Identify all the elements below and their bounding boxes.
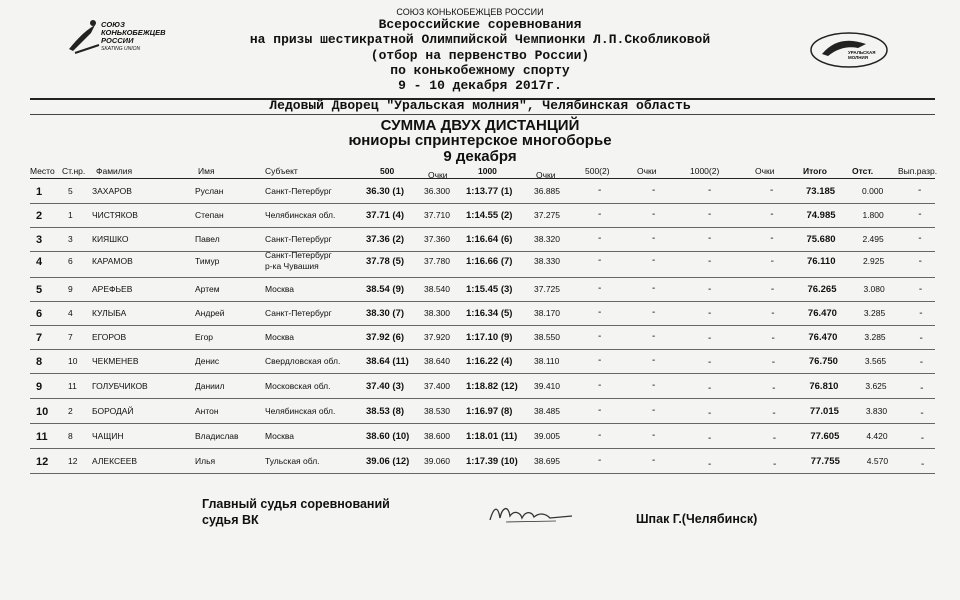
row-first-name: Андрей: [195, 308, 225, 318]
row-first-name: Артем: [195, 284, 220, 294]
row-empty-mark: -: [652, 233, 656, 244]
row-empty-mark: -: [652, 455, 656, 466]
venue: Ледовый Дворец "Уральская молния", Челябинская область: [269, 98, 691, 113]
row-1000-time: 1:15.45 (3): [466, 284, 513, 295]
row-empty-mark: -: [598, 255, 602, 266]
row-1000-points: 38.110: [534, 356, 560, 366]
row-1000-points: 38.550: [534, 332, 560, 342]
logo-text: УРАЛЬСКАЯ МОЛНИЯ: [848, 50, 876, 60]
row-gap: 3.830: [865, 406, 888, 416]
header-divider: [30, 178, 935, 179]
row-subject: Московская обл.: [265, 381, 331, 391]
col-header-start: Ст.нр.: [62, 166, 86, 176]
row-gap: 2.925: [862, 256, 885, 266]
row-empty-mark: -: [708, 185, 712, 196]
col-header-total: Итого: [803, 166, 827, 176]
row-empty-mark: -: [652, 355, 656, 366]
row-surname: АЛЕКСЕЕВ: [92, 456, 138, 466]
row-subject: Москва: [265, 431, 295, 441]
row-empty-mark: -: [598, 209, 602, 220]
row-divider: [30, 473, 935, 474]
row-empty-mark: -: [652, 405, 656, 416]
row-gap: 4.420: [866, 431, 888, 441]
row-1000-time: 1:16.64 (6): [466, 234, 513, 245]
document-subtitle: юниоры спринтерское многоборье: [348, 132, 612, 149]
row-place: 1: [36, 186, 43, 198]
event-title-line: на призы шестикратной Олимпийской Чемпионки Л.П.Скобликовой: [249, 32, 711, 47]
row-500-points: 36.300: [424, 186, 450, 196]
row-500-time: 37.40 (3): [366, 381, 405, 392]
row-empty-mark: -: [771, 308, 775, 320]
row-first-name: Владислав: [195, 431, 239, 441]
competition-date: 9 декабря: [443, 148, 517, 165]
row-500-time: 37.92 (6): [366, 332, 405, 343]
row-empty-mark: -: [921, 458, 925, 470]
logo-text-line: SKATING UNION: [101, 46, 141, 52]
row-1000-time: 1:16.66 (7): [466, 256, 513, 267]
row-surname: ЧАЩИН: [92, 431, 124, 441]
judge-category: судья ВК: [202, 513, 259, 527]
row-empty-mark: -: [770, 185, 774, 196]
col-header-500: 500: [380, 166, 395, 176]
row-empty-mark: -: [598, 380, 602, 391]
row-1000-points: 37.725: [534, 284, 560, 294]
row-first-name: Тимур: [195, 256, 220, 266]
row-empty-mark: -: [652, 283, 656, 294]
row-subject: Санкт-Петербург: [265, 308, 332, 318]
col-header-1000: 1000: [478, 166, 497, 176]
col-header-gap: Отст.: [852, 166, 874, 176]
row-empty-mark: -: [708, 407, 712, 419]
col-header-name: Имя: [198, 166, 215, 176]
row-surname: КУЛЫБА: [92, 308, 127, 318]
row-subject: Свердловская обл.: [265, 356, 341, 366]
row-gap: 3.625: [865, 381, 887, 391]
row-empty-mark: -: [772, 433, 777, 445]
row-divider: [30, 448, 935, 449]
row-gap: 3.285: [863, 308, 886, 318]
row-start-number: 6: [68, 256, 73, 266]
row-1000-time: 1:16.97 (8): [466, 406, 513, 417]
event-title-line: (отбор на первенство России): [370, 48, 590, 63]
row-empty-mark: -: [708, 382, 712, 394]
row-500-time: 38.64 (11): [366, 356, 409, 367]
row-empty-mark: -: [708, 458, 712, 470]
row-empty-mark: -: [598, 331, 602, 342]
row-subject: Москва: [265, 284, 295, 294]
row-start-number: 1: [68, 210, 73, 220]
row-gap: 1.800: [862, 210, 884, 220]
row-divider: [30, 251, 935, 252]
event-title-line: по конькобежному спорту: [390, 63, 570, 78]
row-500-time: 37.78 (5): [366, 256, 405, 267]
row-empty-mark: -: [652, 430, 656, 441]
col-header-points: Очки: [637, 166, 657, 176]
row-empty-mark: -: [918, 255, 922, 267]
row-empty-mark: -: [770, 284, 775, 296]
row-divider: [30, 203, 935, 204]
ural-lightning-logo: [808, 30, 890, 70]
row-1000-time: 1:16.22 (4): [466, 356, 513, 367]
row-empty-mark: -: [708, 233, 712, 245]
row-gap: 3.565: [864, 356, 887, 366]
row-empty-mark: -: [652, 331, 656, 342]
row-1000-time: 1:18.01 (11): [466, 431, 518, 442]
row-place: 8: [36, 356, 43, 368]
logo-text-line: РОССИИ: [101, 36, 134, 45]
row-empty-mark: -: [918, 284, 923, 296]
row-empty-mark: -: [598, 185, 602, 196]
row-empty-mark: -: [652, 185, 656, 196]
row-total: 76.470: [807, 308, 837, 319]
row-1000-points: 38.320: [534, 234, 560, 244]
row-empty-mark: -: [918, 233, 922, 245]
row-500-points: 38.600: [424, 431, 450, 441]
row-start-number: 12: [68, 456, 78, 466]
row-total: 77.015: [809, 406, 839, 417]
row-500-points: 37.400: [424, 381, 450, 391]
divider: [30, 114, 935, 115]
row-1000-time: 1:14.55 (2): [466, 210, 513, 221]
col-header-points: Очки: [755, 166, 775, 176]
row-place: 5: [36, 284, 43, 296]
row-empty-mark: -: [598, 307, 602, 318]
row-surname: ЧЕКМЕНЕВ: [92, 356, 139, 366]
row-500-time: 37.36 (2): [366, 234, 405, 245]
row-place: 11: [36, 431, 48, 443]
row-1000-points: 39.410: [534, 381, 560, 391]
row-surname: АРЕФЬЕВ: [92, 284, 133, 294]
judge-title: Главный судья соревнований: [202, 497, 390, 511]
row-surname: ЗАХАРОВ: [92, 186, 132, 196]
row-empty-mark: -: [771, 357, 776, 369]
row-place: 7: [36, 332, 43, 344]
row-start-number: 10: [68, 356, 78, 366]
row-empty-mark: -: [918, 209, 922, 221]
row-empty-mark: -: [708, 308, 712, 320]
row-start-number: 4: [68, 308, 73, 318]
row-start-number: 11: [68, 381, 77, 391]
row-empty-mark: -: [708, 357, 712, 369]
row-empty-mark: -: [598, 430, 602, 441]
row-500-points: 38.540: [424, 284, 450, 294]
col-header-1000-2: 1000(2): [690, 166, 720, 176]
row-place: 10: [36, 406, 49, 418]
col-header-points: Очки: [428, 170, 448, 180]
row-500-time: 38.30 (7): [366, 308, 405, 319]
row-500-time: 38.53 (8): [366, 406, 405, 417]
row-start-number: 8: [68, 431, 73, 441]
row-total: 76.470: [808, 332, 838, 343]
row-divider: [30, 373, 935, 374]
row-gap: 2.495: [862, 234, 884, 244]
row-first-name: Руслан: [195, 186, 224, 196]
row-gap: 0.000: [862, 186, 884, 196]
row-empty-mark: -: [708, 332, 712, 344]
row-500-points: 37.920: [424, 332, 450, 342]
row-1000-points: 38.330: [534, 256, 560, 266]
row-total: 77.755: [810, 456, 840, 467]
row-empty-mark: -: [652, 380, 656, 391]
signature: [486, 500, 576, 530]
row-empty-mark: -: [708, 255, 712, 267]
row-empty-mark: -: [772, 382, 776, 394]
row-500-points: 38.530: [424, 406, 450, 416]
row-gap: 4.570: [866, 456, 889, 466]
logo-text-line: КОНЬКОБЕЖЦЕВ: [101, 28, 166, 37]
row-empty-mark: -: [920, 407, 924, 419]
row-1000-points: 37.275: [534, 210, 560, 220]
row-first-name: Степан: [195, 210, 224, 220]
document-title: СУММА ДВУХ ДИСТАНЦИЙ: [380, 117, 580, 134]
logo-text-line: СОЮЗ: [101, 20, 125, 29]
row-start-number: 7: [68, 332, 73, 342]
row-1000-time: 1:18.82 (12): [466, 381, 518, 392]
row-surname: ГОЛУБЧИКОВ: [92, 381, 148, 391]
row-gap: 3.080: [863, 284, 885, 294]
row-empty-mark: -: [598, 455, 602, 466]
row-total: 76.810: [809, 381, 839, 392]
row-500-time: 36.30 (1): [366, 186, 405, 197]
row-empty-mark: -: [652, 209, 656, 220]
row-start-number: 3: [68, 234, 73, 244]
row-1000-points: 39.005: [534, 431, 560, 441]
organization-header: СОЮЗ КОНЬКОБЕЖЦЕВ РОССИИ: [396, 7, 544, 17]
row-subject: Москва: [265, 332, 295, 342]
row-500-points: 38.640: [424, 356, 450, 366]
row-first-name: Егор: [195, 332, 214, 342]
row-1000-time: 1:17.10 (9): [466, 332, 513, 343]
row-start-number: 5: [68, 186, 73, 196]
row-1000-points: 38.170: [534, 308, 560, 318]
row-divider: [30, 423, 935, 424]
row-500-time: 39.06 (12): [366, 456, 410, 467]
col-header-place: Место: [30, 166, 55, 176]
skating-union-logo: [65, 15, 175, 61]
row-500-points: 39.060: [424, 456, 450, 466]
row-empty-mark: -: [770, 233, 774, 245]
row-empty-mark: -: [708, 284, 712, 296]
row-subject: Санкт-Петербург: [265, 234, 332, 244]
row-500-time: 37.71 (4): [366, 210, 405, 221]
row-subject: Челябинская обл.: [265, 210, 336, 220]
row-empty-mark: -: [708, 209, 712, 221]
row-total: 76.265: [807, 284, 837, 295]
col-header-points: Очки: [536, 170, 556, 180]
row-1000-points: 38.695: [534, 456, 560, 466]
row-empty-mark: -: [919, 357, 924, 369]
row-empty-mark: -: [773, 458, 777, 470]
row-first-name: Даниил: [195, 381, 225, 391]
row-subject: Челябинская обл.: [265, 406, 336, 416]
row-total: 73.185: [806, 186, 836, 197]
col-header-500-2: 500(2): [585, 166, 610, 176]
row-total: 74.985: [806, 210, 836, 221]
row-empty-mark: -: [771, 332, 775, 344]
row-empty-mark: -: [598, 355, 602, 366]
row-empty-mark: -: [598, 283, 602, 294]
event-title-line: Всероссийские соревнования: [378, 17, 582, 32]
row-place: 4: [36, 256, 43, 268]
row-500-points: 38.300: [424, 308, 450, 318]
col-header-subject: Субъект: [265, 166, 298, 176]
row-empty-mark: -: [598, 233, 602, 244]
row-first-name: Илья: [195, 456, 216, 466]
row-empty-mark: -: [920, 382, 924, 394]
row-place: 3: [36, 234, 43, 246]
row-divider: [30, 349, 935, 350]
row-empty-mark: -: [920, 433, 925, 445]
row-empty-mark: -: [770, 209, 774, 221]
row-place: 2: [36, 210, 43, 222]
row-first-name: Павел: [195, 234, 220, 244]
row-divider: [30, 301, 935, 302]
row-divider: [30, 398, 935, 399]
row-surname: ЕГОРОВ: [92, 332, 127, 342]
row-empty-mark: -: [918, 185, 922, 196]
row-empty-mark: -: [652, 255, 656, 266]
row-place: 6: [36, 308, 43, 320]
row-total: 77.605: [810, 431, 840, 442]
row-1000-points: 36.885: [534, 186, 560, 196]
row-subject: Тульская обл.: [265, 456, 320, 466]
row-surname: БОРОДАЙ: [92, 406, 134, 416]
row-subject: Санкт-Петербург р-ка Чувашия: [265, 250, 332, 271]
row-500-points: 37.710: [424, 210, 450, 220]
row-gap: 3.285: [864, 332, 886, 342]
row-empty-mark: -: [919, 332, 923, 344]
row-surname: ЧИСТЯКОВ: [92, 210, 138, 220]
row-divider: [30, 325, 935, 326]
row-500-points: 37.360: [424, 234, 450, 244]
row-empty-mark: -: [598, 405, 602, 416]
row-empty-mark: -: [919, 308, 923, 320]
row-total: 75.680: [806, 234, 836, 245]
row-start-number: 2: [68, 406, 73, 416]
row-place: 12: [36, 456, 49, 468]
row-first-name: Антон: [195, 406, 219, 416]
row-total: 76.750: [808, 356, 838, 367]
row-surname: КИЯШКО: [92, 234, 129, 244]
row-1000-time: 1:17.39 (10): [466, 456, 518, 467]
row-surname: КАРАМОВ: [92, 256, 133, 266]
col-header-surname: Фамилия: [96, 166, 133, 176]
event-dates: 9 - 10 декабря 2017г.: [398, 78, 562, 93]
row-empty-mark: -: [652, 307, 656, 318]
row-1000-time: 1:13.77 (1): [466, 186, 513, 197]
row-1000-points: 38.485: [534, 406, 560, 416]
row-divider: [30, 277, 935, 278]
row-500-time: 38.60 (10): [366, 431, 410, 442]
row-500-points: 37.780: [424, 256, 450, 266]
row-empty-mark: -: [770, 255, 774, 267]
row-divider: [30, 227, 935, 228]
row-1000-time: 1:16.34 (5): [466, 308, 513, 319]
row-place: 9: [36, 381, 43, 393]
row-500-time: 38.54 (9): [366, 284, 405, 295]
row-empty-mark: -: [772, 407, 776, 419]
row-total: 76.110: [806, 256, 836, 267]
col-header-rank: Вып.разр.: [898, 166, 938, 176]
row-subject: Санкт-Петербург: [265, 186, 332, 196]
row-empty-mark: -: [708, 433, 712, 445]
judge-name: Шпак Г.(Челябинск): [636, 512, 758, 526]
row-first-name: Денис: [195, 356, 220, 366]
row-start-number: 9: [68, 284, 73, 294]
